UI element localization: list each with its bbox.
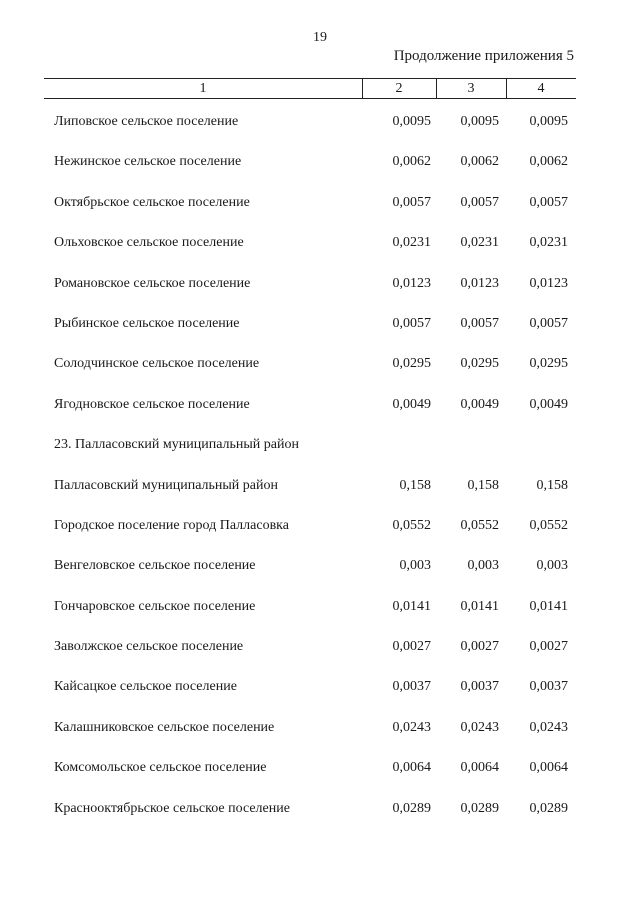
row-value-c4: 0,0552: [529, 517, 568, 533]
row-value-c3: 0,0095: [460, 114, 499, 129]
row-name: Городское поселение город Палласовка: [54, 517, 289, 533]
table-row: [0, 225, 640, 265]
row-value-c3: 0,158: [467, 477, 499, 493]
row-name: Кайсацкое сельское поселение: [54, 679, 237, 695]
column-header-3: 3: [467, 81, 475, 96]
column-header-2: 2: [395, 81, 403, 96]
table-row: [0, 306, 640, 346]
row-value-c4: 0,0231: [529, 235, 568, 251]
row-name: Рыбинское сельское поселение: [54, 315, 240, 331]
row-value-c4: 0,0243: [529, 719, 568, 735]
row-value-c3: 0,0064: [460, 760, 499, 776]
row-value-c4: 0,0064: [529, 760, 568, 776]
table-row: [0, 589, 640, 629]
row-name: Романовское сельское поселение: [54, 275, 251, 291]
row-name: Венгеловское сельское поселение: [54, 558, 256, 574]
row-name: Ягодновское сельское поселение: [54, 396, 250, 412]
row-name: 23. Палласовский муниципальный район: [54, 437, 299, 453]
row-value-c4: 0,0141: [529, 598, 568, 614]
row-value-c2: 0,0027: [392, 639, 431, 655]
table-header-top-rule: [44, 78, 576, 79]
row-value-c4: 0,0057: [529, 194, 568, 210]
row-value-c2: 0,0295: [392, 356, 431, 372]
row-name: Гончаровское сельское поселение: [54, 598, 256, 614]
table-row: [0, 266, 640, 306]
row-value-c2: 0,0231: [392, 235, 431, 251]
table-row: [0, 750, 640, 790]
section-heading-row: [0, 427, 640, 467]
row-value-c3: 0,0123: [460, 275, 499, 291]
row-value-c2: 0,0057: [392, 315, 431, 331]
row-name: Ольховское сельское поселение: [54, 235, 244, 251]
column-header-4: 4: [537, 81, 545, 96]
row-name: Октябрьское сельское поселение: [54, 194, 250, 210]
row-value-c4: 0,0057: [529, 315, 568, 331]
continuation-caption: Продолжение приложения 5: [393, 48, 574, 64]
row-value-c2: 0,0095: [392, 114, 431, 129]
row-value-c3: 0,0243: [460, 719, 499, 735]
row-value-c3: 0,0049: [460, 396, 499, 412]
row-name: Калашниковское сельское поселение: [54, 719, 275, 735]
row-value-c4: 0,0289: [529, 800, 568, 816]
table-row: [0, 669, 640, 709]
row-value-c2: 0,0141: [392, 598, 431, 614]
row-value-c4: 0,0049: [529, 396, 568, 412]
row-value-c3: 0,0552: [460, 517, 499, 533]
row-value-c4: 0,0295: [529, 356, 568, 372]
row-value-c2: 0,0123: [392, 275, 431, 291]
table-row: [0, 710, 640, 750]
row-value-c4: 0,0062: [529, 154, 568, 170]
row-value-c3: 0,0141: [460, 598, 499, 614]
row-name: Палласовский муниципальный район: [54, 477, 278, 493]
table-body: [0, 104, 640, 831]
row-value-c4: 0,0095: [529, 114, 568, 129]
row-value-c2: 0,0289: [392, 800, 431, 816]
table-row: [0, 468, 640, 508]
row-value-c2: 0,158: [399, 477, 431, 493]
row-value-c3: 0,0231: [460, 235, 499, 251]
row-value-c2: 0,003: [399, 558, 431, 574]
row-value-c3: 0,0037: [460, 679, 499, 695]
row-name: Липовское сельское поселение: [54, 114, 239, 129]
table-row: [0, 387, 640, 427]
row-value-c3: 0,0057: [460, 315, 499, 331]
row-value-c3: 0,003: [467, 558, 499, 574]
row-value-c2: 0,0552: [392, 517, 431, 533]
row-value-c4: 0,0123: [529, 275, 568, 291]
table-row: [0, 629, 640, 669]
row-value-c2: 0,0243: [392, 719, 431, 735]
table-row: [0, 791, 640, 831]
row-value-c3: 0,0062: [460, 154, 499, 170]
row-value-c2: 0,0057: [392, 194, 431, 210]
row-name: Нежинское сельское поселение: [54, 154, 242, 170]
row-value-c4: 0,158: [536, 477, 568, 493]
row-value-c3: 0,0289: [460, 800, 499, 816]
page-number: 19: [313, 30, 327, 45]
row-name: Заволжское сельское поселение: [54, 639, 244, 655]
row-value-c2: 0,0064: [392, 760, 431, 776]
table-row: [0, 346, 640, 386]
row-name: Краснооктябрьское сельское поселение: [54, 800, 290, 816]
row-value-c4: 0,003: [536, 558, 568, 574]
row-value-c4: 0,0027: [529, 639, 568, 655]
row-name: Комсомольское сельское поселение: [54, 760, 267, 776]
row-name: Солодчинское сельское поселение: [54, 356, 260, 372]
table-row: [0, 144, 640, 184]
row-value-c3: 0,0027: [460, 639, 499, 655]
table-row: [0, 185, 640, 225]
table-header-bottom-rule: [44, 98, 576, 99]
column-header-1: 1: [199, 81, 207, 96]
table-row: [0, 548, 640, 588]
table-row: [0, 508, 640, 548]
row-value-c2: 0,0049: [392, 396, 431, 412]
table-row: [0, 104, 640, 144]
row-value-c2: 0,0062: [392, 154, 431, 170]
row-value-c3: 0,0295: [460, 356, 499, 372]
row-value-c2: 0,0037: [392, 679, 431, 695]
row-value-c3: 0,0057: [460, 194, 499, 210]
row-value-c4: 0,0037: [529, 679, 568, 695]
